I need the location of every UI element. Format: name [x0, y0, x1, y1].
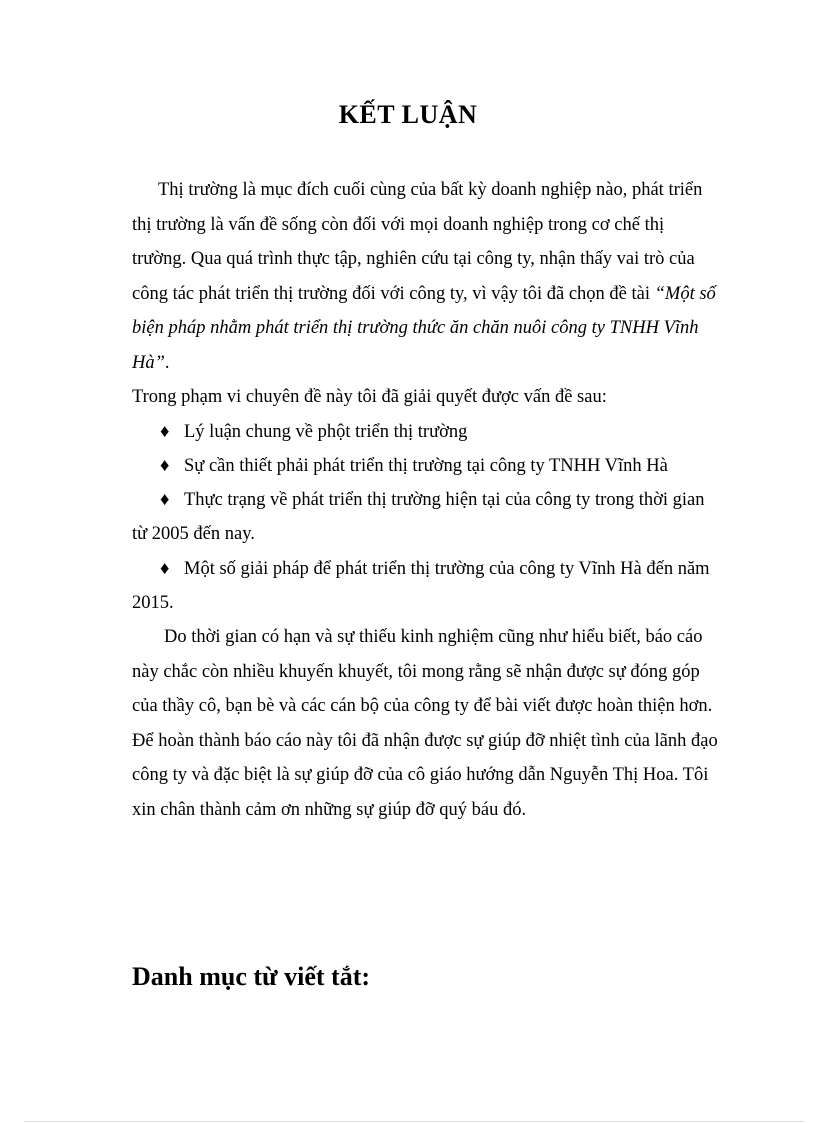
list-item-text: Thực trạng về phát triển thị trường hiện tại của công ty trong thời gian [184, 490, 705, 510]
list-item-text: Một số giải pháp để phát triển thị trường của công ty Vĩnh Hà đến năm [184, 559, 710, 579]
list-item [160, 552, 720, 587]
page-title: KẾT LUẬN [338, 100, 478, 129]
diamond-bullet-icon: ♦ [160, 456, 170, 476]
list-item-continuation: 2015. [132, 593, 174, 613]
list-item [160, 449, 720, 484]
list-item-text: Lý luận chung về phột triển thị trường [184, 422, 468, 442]
closing-paragraph: Do thời gian có hạn và sự thiếu kinh nghiệm cũng như hiểu biết, báo cáo này chắc còn nhiều khuyến khuyết, tôi mong rằng sẽ nhận được sự đóng góp của thầy cô, bạn bè và các cán bộ của công ty để bài viết được hoàn thiện hơn. Để hoàn thành báo cáo này tôi đã nhận được sự giúp đỡ nhiệt tình của lãnh đạo công ty và đặc biệt là sự giúp đỡ của cô giáo hướng dẫn Nguyễn Thị Hoa. Tôi xin chân thành cảm ơn những sự giúp đỡ quý báu đó. [132, 627, 718, 820]
diamond-bullet-icon: ♦ [160, 490, 170, 510]
intro-paragraph [132, 173, 718, 380]
diamond-bullet-icon: ♦ [160, 422, 170, 442]
list-item-continuation: từ 2005 đến nay. [132, 524, 255, 544]
page-bottom-divider [24, 1121, 804, 1122]
list-item-text: Sự cần thiết phải phát triển thị trường tại công ty TNHH Vĩnh Hà [184, 456, 668, 476]
diamond-bullet-icon: ♦ [160, 559, 170, 579]
list-item [160, 415, 720, 450]
intro-end: . [164, 352, 170, 373]
intro-text: Thị trường là mục đích cuối cùng của bất kỳ doanh nghiệp nào, phát triển thị trường là vấn đề sống còn đối với mọi doanh nghiệp trong cơ chế thị trường. Qua quá trình thực tập, nghiên cứu tại công ty, nhận thấy vai trò của công tác phát triển thị trường đối với công ty, vì vậy tôi đã chọn đề tài [132, 180, 703, 304]
abbreviations-heading: Danh mục từ viết tắt: [132, 962, 371, 991]
scope-paragraph: Trong phạm vi chuyên đề này tôi đã giải quyết được vấn đề sau: [132, 387, 607, 407]
thesis-title: “Một số biện pháp nhằm phát triển thị trường thức ăn chăn nuôi công ty TNHH Vĩnh Hà” [132, 283, 716, 373]
list-item [160, 483, 720, 518]
